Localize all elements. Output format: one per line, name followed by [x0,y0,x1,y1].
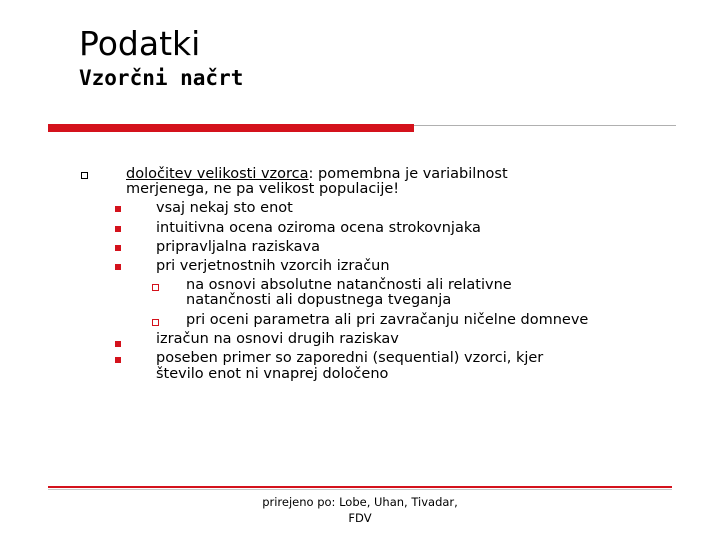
sub-bullet-4: pri verjetnostnih vzorcih izračun [156,258,390,274]
red-square-bullet-icon [115,206,121,212]
sub-bullet-3: pripravljalna raziskava [156,239,321,255]
main-bullet-line-2: merjenega, ne pa velikost populacije! [126,181,400,197]
footer-line-1: prirejeno po: Lobe, Uhan, Tivadar, [262,495,458,509]
footer-divider-gray [48,489,672,490]
main-bullet-rest: : pomembna je variabilnost [308,166,508,182]
sub-bullet-6-line-2: število enot ni vnaprej določeno [156,366,389,382]
hollow-square-bullet-icon [81,172,88,179]
footer-line-2: FDV [348,511,372,525]
main-bullet-term: določitev velikosti vzorca [126,166,309,182]
subsub-bullet-2: pri oceni parametra ali pri zavračanju ničelne domneve [186,312,589,328]
subsub-bullet-1-line-1: na osnovi absolutne natančnosti ali relativne [186,277,512,293]
red-square-bullet-icon [115,341,121,347]
red-square-bullet-icon [115,226,121,232]
red-square-bullet-icon [115,245,121,251]
footer-credit [250,494,470,526]
subsub-bullet-1-line-2: natančnosti ali dopustnega tveganja [186,292,452,308]
sub-bullet-2: intuitivna ocena oziroma ocena strokovnjaka [156,220,481,236]
footer-divider-red [48,486,672,488]
red-hollow-square-bullet-icon [152,319,159,326]
red-square-bullet-icon [115,357,121,363]
sub-bullet-1: vsaj nekaj sto enot [156,200,293,216]
sub-bullet-6-line-1: poseben primer so zaporedni (sequential) vzorci, kjer [156,350,544,366]
sub-bullet-5: izračun na osnovi drugih raziskav [156,331,399,347]
slide-subtitle: Vzorčni načrt [79,66,244,90]
slide-title: Podatki [79,24,201,63]
red-square-bullet-icon [115,264,121,270]
red-hollow-square-bullet-icon [152,284,159,291]
